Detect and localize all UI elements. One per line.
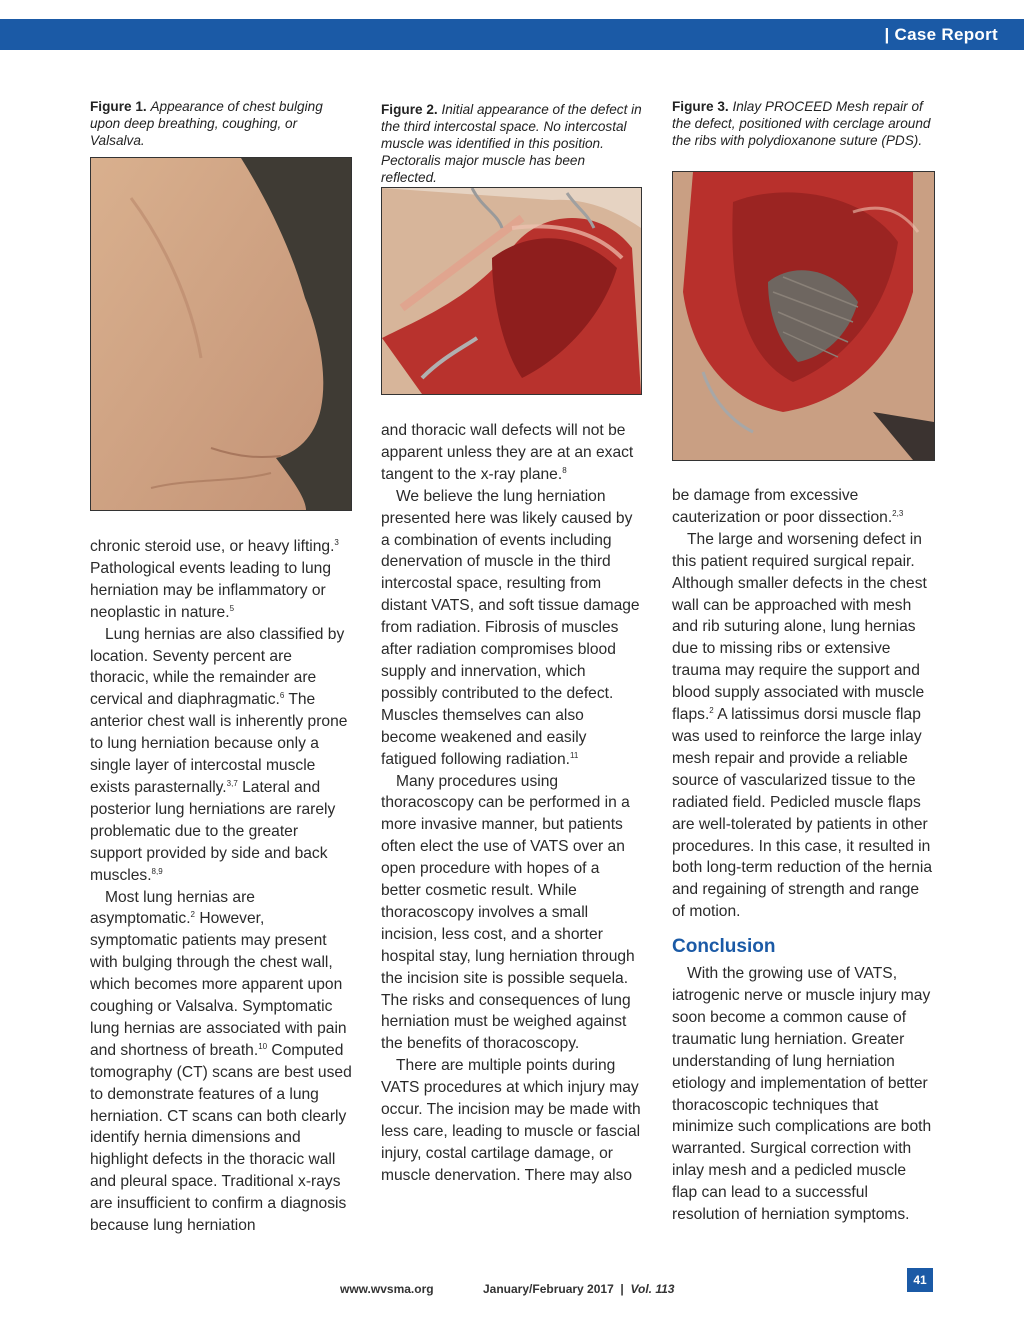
col3-paragraph-2 [672,529,934,923]
ref: 10 [258,1041,268,1051]
figure-1-photo [90,157,352,511]
col3-p1-text: be damage from excessive cauterization or poor dissection. [672,487,893,526]
figure-3-caption [672,98,934,149]
ref: 6 [279,691,285,701]
col3-p2b-text: A latissimus dorsi muscle flap was used to reinforce the large inlay mesh repair and provide a reliable source of vascularized tissue to the radiated field. Pedicled muscle flaps are well-tolerated by patients in other procedures. In this case, it resulted in both long-term reduction of the hernia and regaining of strength and range of motion. [672,706,933,921]
col1-paragraph-3 [90,887,352,1238]
figure-3-label: Figure 3. [672,99,729,114]
footer-website: www.wvsma.org [340,1282,434,1296]
figure-2-text: Initial appearance of the defect in the third intercostal space. No intercostal muscle was identified in this position. Pectoralis major muscle has been reflected. [381,102,642,185]
figure-3-photo [672,171,935,461]
col1-paragraph-2 [90,624,352,887]
col2-p2-text: We believe the lung herniation presented here was likely caused by a combination of events including denervation of muscle in the third intercostal space, resulting from distant VATS, and soft tissue damage from radiation. Fibrosis of muscles after radiation compromises blood supply and innervation, which possibly contributed to the defect. Muscles themselves can also become weakened and easily fatigued following radiation. [381,487,640,768]
col2-paragraph-3: Many procedures using thoracoscopy can be performed in a more invasive manner, but patients often elect the use of VATS over an open procedure with hopes of a better cosmetic result. While thoracoscopy involves a small incision, less cost, and a shorter hospital stay, lung herniation through the incision site is possible sequela. The risks and consequences of lung herniation must be weighed against the benefits of thoracoscopy. [381,772,635,1053]
ref: 3,7 [226,778,238,788]
figure-2-photo [381,187,642,395]
col1-p3b-text: However, symptomatic patients may present with bulging through the chest wall, which becomes more apparent upon coughing or Valsalva. Symptomatic lung hernias are associated with pain and shortness of breath. [90,910,347,1059]
ref: 2,3 [892,508,904,518]
col2-paragraph-1 [381,420,643,486]
figure-2-caption [381,101,643,186]
footer-separator: | [620,1282,624,1296]
section-label: | Case Report [884,25,998,44]
col1-p3-text: Most lung hernias are asymptomatic. [90,888,255,928]
col2-paragraph-2 [381,486,643,771]
figure-1-label: Figure 1. [90,99,147,114]
col1-p2b-text: The anterior chest wall is inherently prone to lung herniation because only a single layer of intercostal muscle exists parasternally. [90,691,348,796]
ref: 11 [569,750,579,760]
footer-volume: Vol. 113 [630,1282,675,1296]
col1-p2-text: Lung hernias are also classified by location. Seventy percent are thoracic, while the remainder are cervical and diaphragmatic. [90,625,345,709]
ref: 2 [190,910,195,920]
ref: 5 [229,603,235,613]
column-2 [381,420,643,1187]
footer-issue [483,1282,674,1296]
figure-1-text: Appearance of chest bulging upon deep breathing, coughing, or Valsalva. [90,99,323,148]
figure-2-label: Figure 2. [381,102,438,117]
ref: 3 [334,537,339,547]
footer-issue-date: January/February 2017 [483,1282,614,1296]
column-3 [672,485,934,1226]
figure-1-caption [90,98,352,149]
conclusion-heading: Conclusion [672,936,776,958]
ref: 8,9 [151,866,163,876]
col1-p3c-text: Computed tomography (CT) scans are best used to demonstrate features of a lung herniation. CT scans can both clearly identify hernia dimensions and highlight defects in the thoracic wall and pleural space. Traditional x-rays are insufficient to confirm a diagnosis because lung herniation [90,1041,352,1235]
figure-3-text: Inlay PROCEED Mesh repair of the defect, positioned with cerclage around the ribs with polydioxanone suture (PDS). [672,99,931,148]
column-1 [90,536,352,1237]
col1-p1-text: chronic steroid use, or heavy lifting. [90,538,335,555]
col3-paragraph-3: With the growing use of VATS, iatrogenic nerve or muscle injury may soon become a common cause of traumatic lung herniation. Greater understanding of lung herniation etiology and implementation of better thoracoscopic techniques that minimize such complications are both warranted. Surgical correction with inlay mesh and a pedicled muscle flap can lead to a successful resolution of herniation symptoms. [672,965,932,1224]
header-bar [0,19,1024,50]
col2-p1-text: and thoracic wall defects will not be apparent unless they are at an exact tangent to the x-ray plane. [381,422,634,483]
ref: 2 [709,705,714,715]
ref: 8 [562,465,567,475]
col1-p2c-text: Lateral and posterior lung herniations are rarely problematic due to the greater support provided by side and back muscles. [90,778,336,884]
col3-paragraph-1 [672,485,934,529]
col1-p1b-text: Pathological events leading to lung herniation may be inflammatory or neoplastic in nature. [90,559,332,621]
page-number: 41 [907,1268,933,1292]
col3-p2-text: The large and worsening defect in this patient required surgical repair. Although smaller defects in the chest wall can be approached with mesh and rib suturing alone, lung hernias due to missing ribs or extensive trauma may require the support and blood supply associated with muscle flaps. [672,530,927,724]
col1-paragraph-1 [90,536,352,624]
col2-paragraph-4: There are multiple points during VATS procedures at which injury may occur. The incision may be made with less care, leading to muscle or fascial injury, costal cartilage damage, or muscle denervation. There may also [381,1057,641,1184]
